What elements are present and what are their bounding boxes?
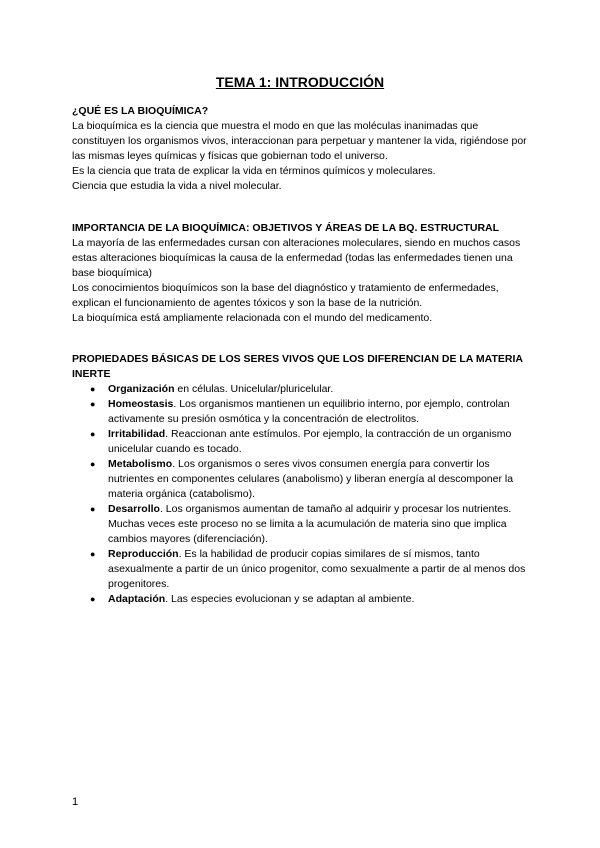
property-term: Reproducción <box>108 548 179 560</box>
bullet-icon: ● <box>90 594 96 604</box>
property-text: . Los organismos mantienen un equilibrio interno, por ejemplo, controlan activamente su presión osmótica y la concentración de electrolitos. <box>108 398 510 425</box>
list-item <box>72 382 532 397</box>
property-term: Homeostasis <box>108 398 174 410</box>
paragraph: La mayoría de las enfermedades cursan con alteraciones moleculares, siendo en muchos casos estas alteraciones bioquímicas la causa de la enfermedad (todas las enfermedades tienen una base bioquímica) <box>72 237 521 279</box>
paragraph: Los conocimientos bioquímicos son la base del diagnóstico y tratamiento de enfermedades, explican el funcionamiento de agentes tóxicos y son la base de la nutrición. <box>72 282 499 309</box>
paragraph: La bioquímica está ampliamente relacionada con el mundo del medicamento. <box>72 312 433 324</box>
section-heading: ¿QUÉ ES LA BIOQUÍMICA? <box>72 105 209 117</box>
title-text: TEMA 1: INTRODUCCIÓN <box>215 74 385 90</box>
page-number: 1 <box>72 796 79 808</box>
list-item <box>72 457 532 502</box>
section-importancia <box>72 221 532 326</box>
section-heading: IMPORTANCIA DE LA BIOQUÍMICA: OBJETIVOS Y ÁREAS DE LA BQ. ESTRUCTURAL <box>72 222 500 234</box>
property-term: Desarrollo <box>108 503 160 515</box>
section-que-es <box>72 104 532 194</box>
list-item <box>72 397 532 427</box>
section-propiedades <box>72 352 532 607</box>
bullet-icon: ● <box>90 399 96 409</box>
property-text: . Los organismos o seres vivos consumen energía para convertir los nutrientes en componentes celulares (anabolismo) y liberan energía al descomponer la materia orgánica (catabolismo). <box>108 458 514 500</box>
property-term: Irritabilidad <box>108 428 166 440</box>
list-item <box>72 547 532 592</box>
property-term: Adaptación <box>108 593 166 605</box>
list-item <box>72 502 532 547</box>
section-heading: PROPIEDADES BÁSICAS DE LOS SERES VIVOS QUE LOS DIFERENCIAN DE LA MATERIA INERTE <box>72 353 523 380</box>
property-term: Metabolismo <box>108 458 173 470</box>
bullet-icon: ● <box>90 504 96 514</box>
list-item <box>72 592 532 607</box>
bullet-icon: ● <box>90 549 96 559</box>
bullet-icon: ● <box>90 459 96 469</box>
bullet-icon: ● <box>90 384 96 394</box>
list-item <box>72 427 532 457</box>
property-text: . Es la habilidad de producir copias similares de sí mismos, tanto asexualmente a partir de un único progenitor, como sexualmente a partir de al menos dos progenitores. <box>108 548 526 590</box>
property-term: Organización <box>108 383 175 395</box>
bullet-icon: ● <box>90 429 96 439</box>
paragraph: Es la ciencia que trata de explicar la vida en términos químicos y moleculares. <box>72 165 436 177</box>
property-text: . Los organismos aumentan de tamaño al adquirir y procesar los nutrientes. Muchas veces este proceso no se limita a la acumulación de materia sino que implica cambios mayores (diferenciación). <box>108 503 512 545</box>
property-text: . Reaccionan ante estímulos. Por ejemplo, la contracción de un organismo unicelular cuando es tocado. <box>108 428 512 455</box>
paragraph: Ciencia que estudia la vida a nivel molecular. <box>72 180 282 192</box>
paragraph: La bioquímica es la ciencia que muestra el modo en que las moléculas inanimadas que constituyen los organismos vivos, interaccionan para perpetuar y mantener la vida, rigiéndose por las mismas leyes químicas y físicas que gobiernan todo el universo. <box>72 120 527 162</box>
property-text: . Las especies evolucionan y se adaptan al ambiente. <box>165 593 415 605</box>
properties-list <box>72 382 532 607</box>
page-title <box>0 74 600 91</box>
property-text: en células. Unicelular/pluricelular. <box>174 383 334 395</box>
